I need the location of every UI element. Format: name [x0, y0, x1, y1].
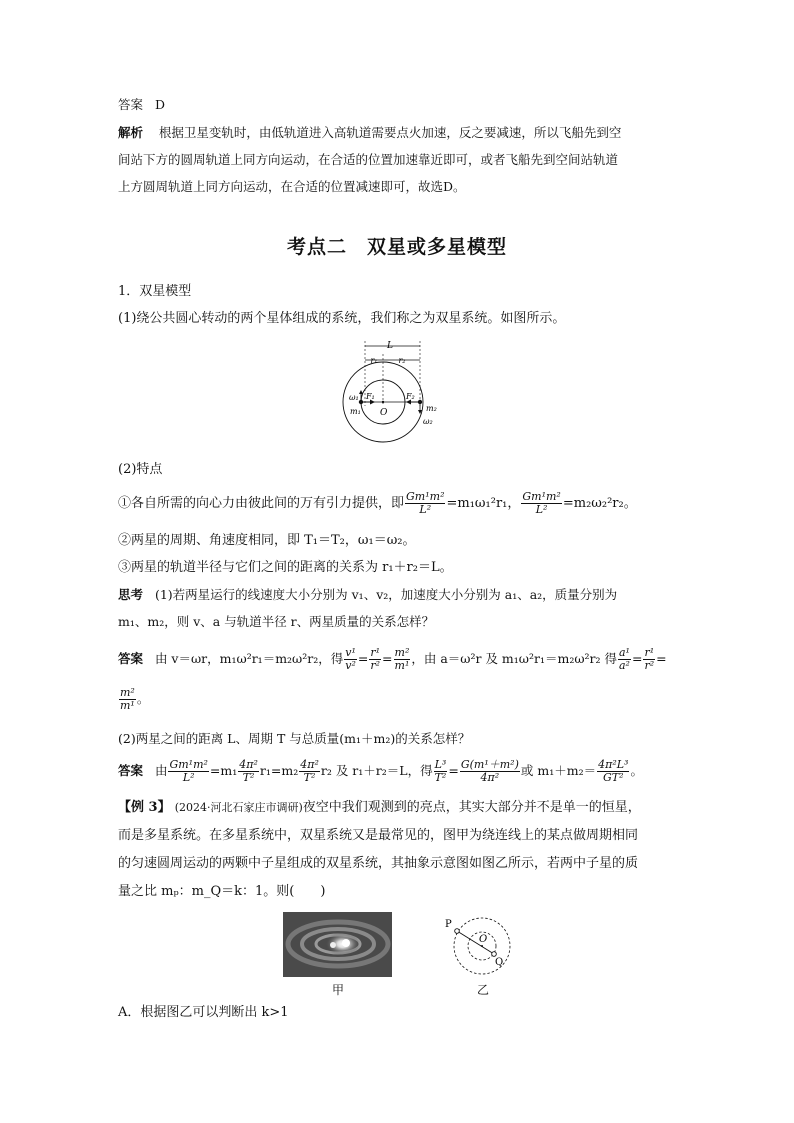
feature-1-text: ①各自所需的向心力由彼此间的万有引力提供，即 — [118, 496, 405, 511]
figure-jia-image — [283, 912, 392, 977]
answer-1-text-b: ，由 a＝ω²r 及 m₁ω²r₁＝m₂ω²r₂ 得 — [411, 651, 617, 666]
fraction-den: T² — [434, 771, 447, 784]
fraction-den: v² — [345, 659, 356, 672]
think-q2: (2)两星之间的距离 L、周期 T 与总质量(m₁＋m₂)的关系怎样？ — [118, 731, 471, 746]
label-m1: m₁ — [350, 407, 361, 416]
fraction-den: 4π² — [480, 771, 500, 784]
fraction-den: m¹ — [394, 659, 410, 672]
frac-Gm-4pi2 — [460, 759, 520, 784]
answer-2-pre: 由 — [154, 763, 168, 778]
example-text-1: 夜空中我们观测到的亮点，其实大部分并不是单一的恒星， — [302, 800, 641, 815]
fraction-num: Gm¹m² — [406, 490, 445, 503]
answer-2-eq: = — [448, 763, 459, 778]
example-label: 【例 3】 — [118, 800, 171, 815]
example-source: (2024·河北石家庄市调研) — [174, 801, 303, 814]
item1-paragraph-2: (2)特点 — [118, 462, 163, 477]
fraction-num: L³ — [434, 758, 447, 771]
feature-1 — [118, 490, 637, 518]
fraction-den: T² — [303, 771, 316, 784]
fraction-num: r¹ — [370, 646, 381, 659]
fraction-num: 4π² — [239, 758, 258, 771]
figure-yi-caption: 乙 — [477, 983, 490, 997]
option-A[interactable]: A．根据图乙可以判断出 k>1 — [118, 1005, 289, 1020]
analysis-label: 解析 — [118, 125, 144, 140]
label-O: O — [380, 408, 388, 418]
think-q1-line-2: m₁、m₂，则 v、a 与轨道半径 r、两星质量的关系怎样？ — [118, 614, 435, 629]
fraction-den: L² — [182, 771, 195, 784]
fraction-num: G(m¹＋m²) — [460, 758, 519, 771]
frac-gravity-ans2 — [168, 759, 208, 784]
example-line-2: 而是多星系统。在多星系统中，双星系统又是最常见的，图甲为绕连线上的某点做周期相同 — [118, 828, 639, 843]
label-L: L — [387, 341, 393, 351]
fraction-num: r¹ — [644, 646, 655, 659]
label-r1: r₁ — [370, 356, 378, 365]
fraction-num: Gm¹m² — [522, 490, 561, 503]
think-q1-text: (1)若两星运行的线速度大小分别为 v₁、v₂，加速度大小分别为 a₁、a₂，质量分别为 — [154, 587, 618, 602]
star-Q — [492, 952, 497, 957]
example-line-1 — [118, 798, 641, 818]
frac-r1-r2 — [369, 647, 381, 672]
answer-line — [118, 95, 165, 115]
frac-4pi2L3-GT2 — [597, 759, 629, 784]
fraction-num: 4π² — [300, 758, 319, 771]
answer-1-text-a: 由 v＝ωr，m₁ω²r₁＝m₂ω²r₂，得 — [154, 651, 344, 666]
feature-1-eq1: =m₁ω₁²r₁， — [446, 496, 521, 511]
frac-a1-a2 — [618, 647, 631, 672]
label-m2: m₂ — [426, 404, 437, 413]
answer-2-label: 答案 — [118, 763, 144, 778]
analysis-line-1 — [118, 123, 621, 143]
section-title: 考点二 双星或多星模型 — [286, 236, 507, 258]
label-P: P — [445, 919, 452, 930]
answer-2-mid1: =m₁ — [209, 763, 238, 778]
fraction-gravity-2 — [521, 491, 561, 516]
analysis-line-2: 间站下方的圆周轨道上同方向运动，在合适的位置加速靠近即可，或者飞船先到空间站轨道 — [118, 152, 619, 167]
label-omega2: ω₂ — [423, 417, 433, 426]
fraction-den: L² — [419, 503, 432, 516]
answer-2-r2: r₂ 及 r₁＋r₂＝L，得 — [320, 763, 433, 778]
answer-value: D — [154, 97, 165, 112]
frac-r1-r2-b — [643, 647, 655, 672]
label-Q: Q — [495, 957, 504, 968]
fraction-num: Gm¹m² — [169, 758, 208, 771]
answer-1: 答案 由 v＝ωr，m₁ω²r₁＝m₂ω²r₂，得 $\frac{\text{v¹}}{\text{v²}}$ = $\frac{\text{r¹}}{\text{r²}}$ = $\frac{\text{m²}}{\text{m¹}}$ ，由 a＝ω²r 及 m₁ω²r₁＝m₂ω²r₂ 得 $\frac{\text{a¹}}{\text{a²}}$ = $\frac{\text{r¹}}{\text{r²}}$ = — [118, 646, 667, 672]
fraction-den: a² — [619, 659, 630, 672]
label-omega1: ω₁ — [349, 393, 359, 402]
fraction-den: T² — [242, 771, 255, 784]
feature-1-eq2: =m₂ω₂²r₂。 — [562, 496, 637, 511]
answer-2-r1: r₁=m₂ — [259, 763, 299, 778]
answer-1-tail: 。 — [136, 691, 150, 706]
fraction-num: m² — [394, 646, 410, 659]
fraction-den: L² — [535, 503, 548, 516]
answer-2 — [118, 756, 643, 786]
feature-2: ②两星的周期、角速度相同，即 T₁＝T₂，ω₁＝ω₂。 — [118, 533, 416, 548]
fraction-num: a¹ — [619, 646, 630, 659]
fraction-den: r² — [644, 659, 655, 672]
label-r2: r₂ — [398, 356, 406, 365]
fraction-num: v¹ — [345, 646, 356, 659]
star-P — [455, 929, 460, 934]
label-F1: F₁ — [366, 392, 375, 401]
think-q1-line-1 — [118, 585, 617, 605]
label-O: O — [479, 934, 488, 945]
frac-v1-v2 — [344, 647, 357, 672]
answer-1-label: 答案 — [118, 651, 144, 666]
figure-jia-caption: 甲 — [332, 983, 345, 997]
frac-m2-m1-b — [119, 687, 136, 712]
frac-L3-T2 — [434, 759, 448, 784]
fraction-den: m¹ — [120, 699, 135, 712]
figure-yi-diagram — [440, 912, 520, 980]
item1-paragraph-1: (1)绕公共圆心转动的两个星体组成的系统，我们称之为双星系统。如图所示。 — [118, 311, 566, 326]
item1-title: 1．双星模型 — [118, 284, 192, 299]
fraction-den: r² — [370, 659, 381, 672]
fraction-num: 4π²L³ — [598, 758, 629, 771]
frac-4pi2-T2-b — [299, 759, 320, 784]
fraction-den: GT² — [603, 771, 624, 784]
answer-2-or: 或 m₁＋m₂＝ — [520, 763, 597, 778]
frac-4pi2-T2-a — [238, 759, 259, 784]
label-F2: F₂ — [406, 392, 415, 401]
answer-label: 答案 — [118, 97, 144, 112]
answer-1-cont — [118, 684, 149, 714]
binary-star-diagram — [340, 336, 470, 454]
think-label: 思考 — [118, 587, 144, 602]
feature-3: ③两星的轨道半径与它们之间的距离的关系为 r₁＋r₂＝L。 — [118, 560, 453, 575]
example-line-4: 量之比 mₚ：m_Q＝k：1。则( ) — [118, 884, 326, 899]
frac-m2-m1 — [394, 647, 411, 672]
fraction-gravity-1 — [405, 491, 445, 516]
fraction-num: m² — [120, 686, 135, 699]
analysis-line-3: 上方圆周轨道上同方向运动，在合适的位置减速即可，故选D。 — [118, 179, 466, 194]
analysis-text-1: 根据卫星变轨时，由低轨道进入高轨道需要点火加速，反之要减速，所以飞船先到空 — [158, 125, 622, 140]
example-line-3: 的匀速圆周运动的两颗中子星组成的双星系统，其抽象示意图如图乙所示，若两中子星的质 — [118, 856, 639, 871]
answer-2-end: 。 — [630, 763, 643, 778]
